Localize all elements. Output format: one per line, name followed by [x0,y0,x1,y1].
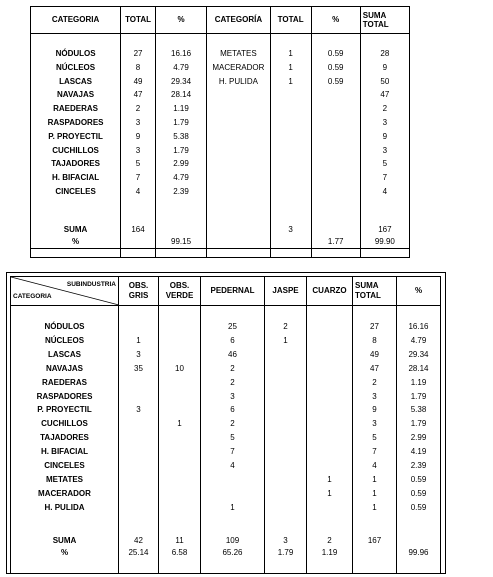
percent-cell-2 [311,130,360,144]
category-cell: RASPADORES [11,390,119,404]
total-cell: 3 [121,144,156,158]
cuarzo-cell: 1 [307,487,353,501]
category-cell: H. BIFACIAL [11,445,119,459]
pedernal-cell: 7 [201,445,265,459]
category-cell: NÚCLEOS [11,334,119,348]
header-categoria: CATEGORIA [31,7,121,34]
suma-total-cell: 167 [353,535,397,547]
header-percent-2: % [311,7,360,34]
suma-total-cell: 7 [360,171,409,185]
spacer-cell [121,34,156,48]
category-cell: P. PROYECTIL [31,130,121,144]
suma-total-cell: 50 [360,75,409,89]
corner-subindustria: SUBINDUSTRIA [66,281,116,288]
table-row [31,185,410,199]
total-cell: 4 [121,185,156,199]
total-cell-2 [270,236,311,249]
percent-cell: 2.39 [155,185,206,199]
spacer-cell [155,34,206,48]
cuarzo-cell: 2 [307,535,353,547]
percent-cell: 16.16 [155,47,206,61]
suma-total-cell: 2 [360,102,409,116]
suma-total-cell: 4 [353,459,397,473]
suma-total-cell: 28 [360,47,409,61]
percent-cell-2: 0.59 [311,47,360,61]
category-cell: METATES [11,473,119,487]
suma-total-cell: 9 [353,403,397,417]
suma-total-cell: 5 [353,431,397,445]
percent-cell: 4.79 [155,61,206,75]
pedernal-cell: 6 [201,403,265,417]
category-cell: MACERADOR [11,487,119,501]
total-cell-2 [270,130,311,144]
suma-total-cell: 9 [360,130,409,144]
category-cell: NÓDULOS [11,320,119,334]
percent-cell: 99.15 [155,236,206,249]
percent-cell: 0.59 [397,501,441,515]
spacer-cell [31,34,121,48]
header-pedernal: PEDERNAL [201,277,265,306]
category-cell-2: METATES [207,47,271,61]
percent-cell-2: 0.59 [311,61,360,75]
table-row [31,116,410,130]
category-cell: P. PROYECTIL [11,403,119,417]
cuarzo-cell: 1 [307,473,353,487]
spacer-cell [270,248,311,257]
category-cell: SUMA [31,224,121,236]
spacer-row [31,248,410,257]
suma-total-cell: 4 [360,185,409,199]
percent-cell-2 [311,102,360,116]
category-cell-2 [207,185,271,199]
spacer-cell [155,199,206,224]
total-cell: 5 [121,157,156,171]
spacer-cell [360,248,409,257]
suma-total-cell: 47 [360,88,409,102]
category-cell: CUCHILLOS [11,417,119,431]
suma-total-cell: 1 [353,487,397,501]
percent-cell-2: 0.59 [311,75,360,89]
category-cell-2 [207,171,271,185]
total-cell-2 [270,144,311,158]
category-cell: TAJADORES [11,431,119,445]
total-cell-2: 3 [270,224,311,236]
table-row [31,102,410,116]
pedernal-cell: 4 [201,459,265,473]
header-obs-verde: OBS. VERDE [159,277,201,306]
percent-cell: 0.59 [397,487,441,501]
category-cell-2 [207,157,271,171]
jaspe-cell: 2 [265,320,307,334]
header-suma-total: SUMA TOTAL [353,277,397,306]
total-cell: 2 [121,102,156,116]
pedernal-cell: 3 [201,390,265,404]
total-cell-2 [270,116,311,130]
corner-categoria: CATEGORIA [13,293,52,301]
total-cell-2: 1 [270,47,311,61]
obs-gris-cell: 3 [119,403,159,417]
header-total-2: TOTAL [270,7,311,34]
spacer-cell [360,34,409,48]
category-cell: NAVAJAS [31,88,121,102]
category-cell-2 [207,144,271,158]
category-cell: % [11,547,119,559]
total-cell-2 [270,157,311,171]
suma-total-cell: 3 [360,116,409,130]
percent-cell-2 [311,224,360,236]
table-row [31,75,410,89]
spacer-row [31,34,410,48]
suma-total-cell: 8 [353,334,397,348]
category-cell-2 [207,224,271,236]
spacer-cell [270,34,311,48]
obs-gris-cell: 25.14 [119,547,159,559]
table-row [31,130,410,144]
pedernal-cell: 2 [201,362,265,376]
total-cell: 164 [121,224,156,236]
header-total: TOTAL [121,7,156,34]
obs-verde-cell: 1 [159,417,201,431]
spacer-cell [121,248,156,257]
spacer-cell [207,34,271,48]
spacer-cell [31,199,121,224]
category-cell: LASCAS [31,75,121,89]
suma-total-cell: 167 [360,224,409,236]
table-row [31,171,410,185]
pedernal-cell: 46 [201,348,265,362]
suma-total-cell: 3 [353,390,397,404]
jaspe-cell: 3 [265,535,307,547]
category-cell: CINCELES [31,185,121,199]
pedernal-cell: 5 [201,431,265,445]
total-cell: 47 [121,88,156,102]
percent-cell [155,224,206,236]
percent-cell: 28.14 [397,362,441,376]
pedernal-cell: 2 [201,376,265,390]
suma-total-cell: 99.90 [360,236,409,249]
suma-total-cell: 5 [360,157,409,171]
jaspe-cell: 1.79 [265,547,307,559]
spacer-cell [155,248,206,257]
category-cell: RAEDERAS [11,376,119,390]
spacer-cell [31,248,121,257]
jaspe-cell: 1 [265,334,307,348]
category-cell: NÓDULOS [31,47,121,61]
category-cell-2 [207,130,271,144]
category-cell: TAJADORES [31,157,121,171]
category-cell: H. BIFACIAL [31,171,121,185]
table-row [31,144,410,158]
percent-cell: 1.79 [155,116,206,130]
category-cell: CINCELES [11,459,119,473]
header-categoria-2: CATEGORÍA [207,7,271,34]
spacer-cell [270,199,311,224]
percent-cell: 1.79 [155,144,206,158]
category-cell: RAEDERAS [31,102,121,116]
spacer-cell [311,248,360,257]
category-cell: NAVAJAS [11,362,119,376]
percent-cell: 16.16 [397,320,441,334]
pedernal-cell: 2 [201,417,265,431]
total-cell-2: 1 [270,75,311,89]
category-cell: CUCHILLOS [31,144,121,158]
percent-cell: 29.34 [397,348,441,362]
percent-cell: 1.19 [155,102,206,116]
table-row [31,61,410,75]
suma-total-cell: 9 [360,61,409,75]
obs-verde-cell: 11 [159,535,201,547]
percent-cell: 28.14 [155,88,206,102]
suma-total-cell: 2 [353,376,397,390]
category-cell: RASPADORES [31,116,121,130]
pedernal-cell: 1 [201,501,265,515]
spacer-cell [360,199,409,224]
percent-cell: 1.19 [397,376,441,390]
table-row [31,88,410,102]
percent-cell-2 [311,185,360,199]
percent-cell: 0.59 [397,473,441,487]
percent-row [31,236,410,249]
header-cuarzo: CUARZO [307,277,353,306]
percent-cell: 4.19 [397,445,441,459]
obs-gris-cell: 1 [119,334,159,348]
total-cell: 8 [121,61,156,75]
obs-gris-cell: 35 [119,362,159,376]
summary-table-1 [30,6,410,258]
percent-cell: 2.99 [155,157,206,171]
suma-total-cell: 1 [353,473,397,487]
percent-cell: 99.96 [397,547,441,559]
header-obs-gris: OBS. GRIS [119,277,159,306]
total-cell-2: 1 [270,61,311,75]
obs-gris-cell: 3 [119,348,159,362]
percent-cell: 1.79 [397,390,441,404]
percent-cell: 5.38 [397,403,441,417]
category-cell: LASCAS [11,348,119,362]
header-percent: % [397,277,441,306]
category-cell-2 [207,102,271,116]
category-cell: NÚCLEOS [31,61,121,75]
category-cell-2: MACERADOR [207,61,271,75]
percent-cell: 29.34 [155,75,206,89]
total-cell: 27 [121,47,156,61]
percent-cell: 1.79 [397,417,441,431]
suma-total-cell: 7 [353,445,397,459]
total-cell: 49 [121,75,156,89]
category-cell-2 [207,236,271,249]
header-percent: % [155,7,206,34]
suma-total-cell: 3 [360,144,409,158]
pedernal-cell: 25 [201,320,265,334]
table2-frame [6,272,446,574]
category-cell: H. PULIDA [11,501,119,515]
percent-cell: 4.79 [397,334,441,348]
spacer-cell [207,199,271,224]
obs-gris-cell: 42 [119,535,159,547]
total-cell-2 [270,88,311,102]
total-cell-2 [270,102,311,116]
total-cell-2 [270,171,311,185]
suma-total-cell: 27 [353,320,397,334]
header-suma-total: SUMA TOTAL [360,7,409,34]
suma-row [31,224,410,236]
suma-total-cell: 49 [353,348,397,362]
percent-cell: 2.39 [397,459,441,473]
percent-cell-2 [311,88,360,102]
total-cell: 7 [121,171,156,185]
spacer-cell [311,34,360,48]
percent-cell: 5.38 [155,130,206,144]
total-cell [121,236,156,249]
spacer-row [31,199,410,224]
obs-verde-cell: 10 [159,362,201,376]
suma-total-cell: 47 [353,362,397,376]
total-cell: 9 [121,130,156,144]
table-row [31,47,410,61]
category-cell: % [31,236,121,249]
spacer-cell [121,199,156,224]
percent-cell-2 [311,171,360,185]
total-cell: 3 [121,116,156,130]
table-row [31,157,410,171]
category-cell: SUMA [11,535,119,547]
total-cell-2 [270,185,311,199]
category-cell-2 [207,88,271,102]
percent-cell-2 [311,144,360,158]
pedernal-cell: 6 [201,334,265,348]
cuarzo-cell: 1.19 [307,547,353,559]
percent-cell-2: 1.77 [311,236,360,249]
spacer-cell [311,199,360,224]
obs-verde-cell: 6.58 [159,547,201,559]
percent-cell: 2.99 [397,431,441,445]
percent-cell-2 [311,157,360,171]
percent-cell-2 [311,116,360,130]
pedernal-cell: 65.26 [201,547,265,559]
spacer-cell [207,248,271,257]
suma-total-cell: 3 [353,417,397,431]
category-cell-2 [207,116,271,130]
category-cell-2: H. PULIDA [207,75,271,89]
header-jaspe: JASPE [265,277,307,306]
pedernal-cell: 109 [201,535,265,547]
suma-total-cell: 1 [353,501,397,515]
percent-cell: 4.79 [155,171,206,185]
